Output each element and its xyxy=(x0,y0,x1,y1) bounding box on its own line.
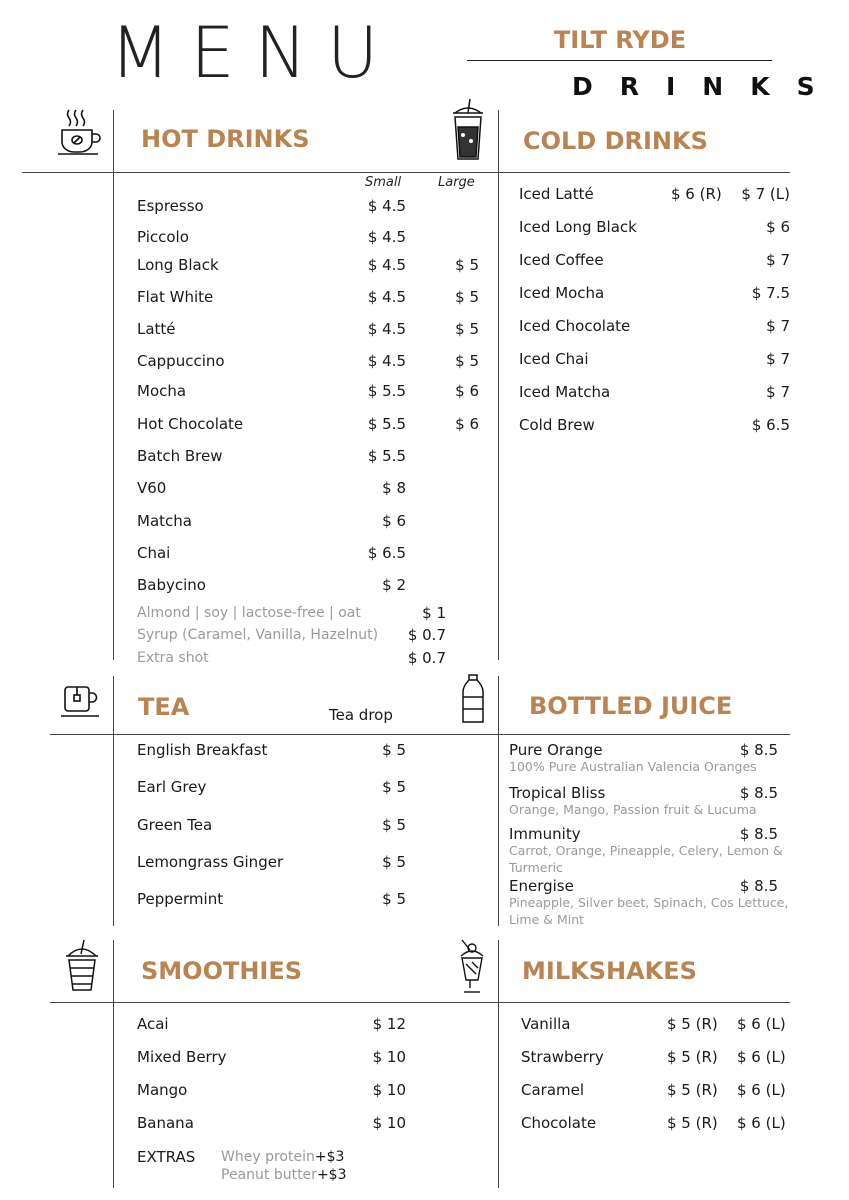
milkshake-price-large: $ 6 (L) xyxy=(737,1048,786,1066)
tea-name: Peppermint xyxy=(137,890,224,908)
smoothie-price: $ 10 xyxy=(372,1048,406,1066)
milkshake-price-regular: $ 5 (R) xyxy=(667,1114,718,1132)
tea-cup-icon xyxy=(60,684,100,724)
smoothie-name: Acai xyxy=(137,1015,169,1033)
tea-price: $ 5 xyxy=(382,853,406,871)
hot-extra-name: Syrup (Caramel, Vanilla, Hazelnut) xyxy=(137,627,379,643)
cold-drink-price: $ 7 xyxy=(766,350,790,368)
tea-price: $ 5 xyxy=(382,816,406,834)
smoothie-name: Mixed Berry xyxy=(137,1048,227,1066)
hot-drinks-title: HOT DRINKS xyxy=(141,125,310,153)
hot-drink-name: Latté xyxy=(137,320,176,338)
milkshake-name: Caramel xyxy=(521,1081,585,1099)
smoothie-name: Banana xyxy=(137,1114,194,1132)
hot-drink-name: Hot Chocolate xyxy=(137,415,244,433)
hot-drink-price-large: $ 5 xyxy=(455,288,479,306)
cold-drink-price-regular: $ 6 (R) xyxy=(671,185,722,203)
hot-drink-price-small: $ 5.5 xyxy=(367,415,406,433)
bottled-juice-title: BOTTLED JUICE xyxy=(529,692,733,720)
tea-name: English Breakfast xyxy=(137,741,268,759)
brand-divider xyxy=(467,60,772,61)
hot-drink-price-small: $ 4.5 xyxy=(367,288,406,306)
cold-drink-price: $ 6 xyxy=(766,218,790,236)
juice-price: $ 8.5 xyxy=(739,741,778,759)
milkshake-glass-icon xyxy=(458,936,486,996)
juice-description: Turmeric xyxy=(509,860,563,875)
hot-drink-price-small: $ 4.5 xyxy=(367,256,406,274)
milkshake-name: Chocolate xyxy=(521,1114,597,1132)
cold-drink-name: Iced Chai xyxy=(519,350,589,368)
coffee-cup-icon xyxy=(56,108,102,160)
hot-drink-price-small: $ 5.5 xyxy=(367,447,406,465)
cold-drink-price: $ 7.5 xyxy=(751,284,790,302)
divider-tea-left xyxy=(113,676,114,926)
hot-extra-price: $ 0.7 xyxy=(407,626,446,644)
milkshake-price-regular: $ 5 (R) xyxy=(667,1048,718,1066)
cold-drinks-title: COLD DRINKS xyxy=(523,127,708,155)
cold-drink-name: Cold Brew xyxy=(519,416,595,434)
hot-drink-price-small: $ 8 xyxy=(382,479,406,497)
milkshake-price-large: $ 6 (L) xyxy=(737,1015,786,1033)
cold-drink-price: $ 6.5 xyxy=(751,416,790,434)
hot-drink-price-large: $ 6 xyxy=(455,415,479,433)
smoothie-extra-name: Whey protein xyxy=(221,1149,315,1165)
tea-name: Green Tea xyxy=(137,816,213,834)
hot-extra-price: $ 1 xyxy=(422,604,446,622)
hot-drink-price-small: $ 4.5 xyxy=(367,228,406,246)
brand-name: TILT RYDE xyxy=(553,26,687,54)
juice-price: $ 8.5 xyxy=(739,825,778,843)
juice-description: Carrot, Orange, Pineapple, Celery, Lemon & xyxy=(509,843,783,858)
tea-name: Lemongrass Ginger xyxy=(137,853,284,871)
juice-description: 100% Pure Australian Valencia Oranges xyxy=(509,759,757,774)
hot-drink-price-small: $ 5.5 xyxy=(367,382,406,400)
juice-name: Pure Orange xyxy=(509,741,603,759)
hot-drink-name: Flat White xyxy=(137,288,214,306)
milkshake-price-regular: $ 5 (R) xyxy=(667,1081,718,1099)
smoothie-extra xyxy=(221,1167,346,1183)
juice-price: $ 8.5 xyxy=(739,877,778,895)
hot-drink-name: Espresso xyxy=(137,197,204,215)
divider-smoothie-left xyxy=(113,940,114,1188)
col-small-header: Small xyxy=(365,175,402,190)
cold-drink-price: $ 7 xyxy=(766,317,790,335)
tea-title: TEA xyxy=(138,693,190,721)
juice-description: Lime & Mint xyxy=(509,912,585,927)
juice-description: Orange, Mango, Passion fruit & Lucuma xyxy=(509,802,757,817)
divider-center-top xyxy=(498,110,499,660)
hot-drink-name: Cappuccino xyxy=(137,352,225,370)
drinks-subtitle: DRINKS xyxy=(572,72,842,101)
tea-price: $ 5 xyxy=(382,741,406,759)
hot-drink-name: Long Black xyxy=(137,256,219,274)
juice-description: Pineapple, Silver beet, Spinach, Cos Lettuce, xyxy=(509,895,789,910)
milkshake-price-regular: $ 5 (R) xyxy=(667,1015,718,1033)
divider-top xyxy=(22,172,790,173)
smoothie-extra-price: +$3 xyxy=(314,1149,345,1165)
cold-drink-name: Iced Long Black xyxy=(519,218,637,236)
cold-drink-name: Iced Mocha xyxy=(519,284,605,302)
hot-drink-price-large: $ 5 xyxy=(455,320,479,338)
hot-drink-name: Babycino xyxy=(137,576,206,594)
cold-drink-name: Iced Matcha xyxy=(519,383,611,401)
milkshake-name: Vanilla xyxy=(521,1015,571,1033)
smoothie-extras-label: EXTRAS xyxy=(137,1148,196,1166)
tea-drop-note: Tea drop xyxy=(329,706,393,724)
smoothie-extra-price: +$3 xyxy=(316,1167,347,1183)
hot-drink-price-large: $ 5 xyxy=(455,256,479,274)
juice-price: $ 8.5 xyxy=(739,784,778,802)
hot-drink-name: Matcha xyxy=(137,512,192,530)
tea-price: $ 5 xyxy=(382,890,406,908)
divider-middle xyxy=(50,734,790,735)
hot-extra-name: Almond | soy | lactose-free | oat xyxy=(137,605,361,621)
hot-drink-price-large: $ 6 xyxy=(455,382,479,400)
smoothie-price: $ 10 xyxy=(372,1114,406,1132)
hot-drink-name: Batch Brew xyxy=(137,447,223,465)
smoothie-cup-icon xyxy=(62,938,102,994)
divider-center-bottom xyxy=(498,940,499,1188)
hot-drink-price-large: $ 5 xyxy=(455,352,479,370)
hot-extra-name: Extra shot xyxy=(137,650,209,666)
hot-drink-price-small: $ 2 xyxy=(382,576,406,594)
hot-extra-price: $ 0.7 xyxy=(407,649,446,667)
iced-drink-icon xyxy=(450,97,486,163)
smoothies-title: SMOOTHIES xyxy=(141,957,303,985)
hot-drink-name: Mocha xyxy=(137,382,187,400)
cold-drink-price: $ 7 xyxy=(766,251,790,269)
juice-bottle-icon xyxy=(460,673,486,725)
juice-name: Energise xyxy=(509,877,574,895)
divider-center-middle xyxy=(498,676,499,926)
milkshake-name: Strawberry xyxy=(521,1048,604,1066)
smoothie-price: $ 10 xyxy=(372,1081,406,1099)
hot-drink-price-small: $ 4.5 xyxy=(367,320,406,338)
col-large-header: Large xyxy=(438,175,475,190)
juice-name: Tropical Bliss xyxy=(509,784,606,802)
cold-drink-price: $ 7 xyxy=(766,383,790,401)
milkshake-price-large: $ 6 (L) xyxy=(737,1081,786,1099)
cold-drink-name: Iced Chocolate xyxy=(519,317,631,335)
smoothie-extra xyxy=(221,1149,344,1165)
smoothie-price: $ 12 xyxy=(372,1015,406,1033)
cold-drink-name: Iced Coffee xyxy=(519,251,604,269)
juice-name: Immunity xyxy=(509,825,581,843)
hot-drink-price-small: $ 6.5 xyxy=(367,544,406,562)
smoothie-extra-name: Peanut butter xyxy=(221,1167,317,1183)
hot-drink-name: Piccolo xyxy=(137,228,189,246)
hot-drink-name: V60 xyxy=(137,479,167,497)
tea-name: Earl Grey xyxy=(137,778,207,796)
hot-drink-price-small: $ 6 xyxy=(382,512,406,530)
cold-drink-price: $ 7 (L) xyxy=(741,185,790,203)
hot-drink-name: Chai xyxy=(137,544,171,562)
hot-drink-price-small: $ 4.5 xyxy=(367,352,406,370)
tea-price: $ 5 xyxy=(382,778,406,796)
milkshake-price-large: $ 6 (L) xyxy=(737,1114,786,1132)
hot-drink-price-small: $ 4.5 xyxy=(367,197,406,215)
divider-bottom xyxy=(50,1002,790,1003)
smoothie-name: Mango xyxy=(137,1081,188,1099)
milkshakes-title: MILKSHAKES xyxy=(522,957,697,985)
menu-title: MENU xyxy=(110,12,399,94)
cold-drink-name: Iced Latté xyxy=(519,185,594,203)
divider-hot-left xyxy=(113,110,114,660)
